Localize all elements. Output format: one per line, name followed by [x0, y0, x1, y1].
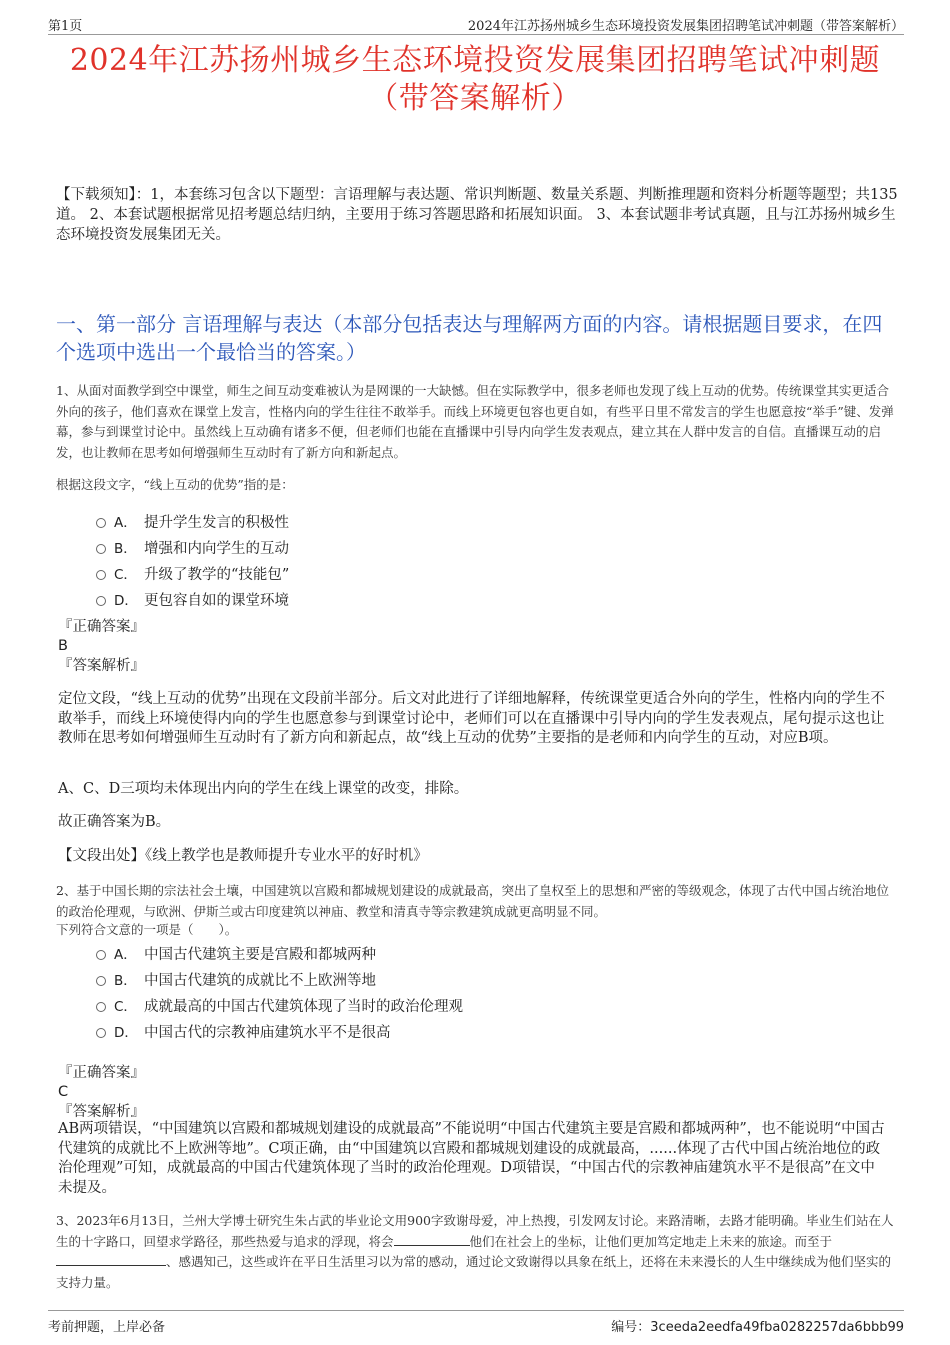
document-title — [40, 42, 910, 118]
title-line-1: 2024年江苏扬州城乡生态环境投资发展集团招聘笔试冲刺题 — [69, 43, 881, 78]
option-text: 更包容自如的课堂环境 — [144, 592, 289, 609]
q1-analysis-label: 『答案解析』 — [58, 658, 145, 674]
q3-text-part-1: 3、2023年6月13日，兰州大学博士研究生朱占武的毕业论文用900字致谢母爱，冲上热搜，引发网友讨论。来路清晰，去路才能明确。毕业生们站在人生的十字路口，回望求学路径，那些热爱与追求的浮现，将会 — [56, 1213, 894, 1249]
option-letter: A． — [114, 947, 137, 963]
option-letter: D． — [114, 1025, 138, 1041]
q3-blank-1[interactable] — [394, 1233, 470, 1246]
q2-option-a[interactable] — [96, 940, 796, 966]
option-text: 中国古代建筑的成就比不上欧洲等地 — [144, 972, 376, 989]
q1-answer: B — [58, 638, 68, 654]
q2-correct-label: 『正确答案』 — [58, 1065, 145, 1081]
q1-prompt: 根据这段文字，“线上互动的优势”指的是： — [56, 477, 294, 492]
q3-text-part-2: 他们在社会上的坐标，让他们更加笃定地走上未来的旅途。而至于 — [469, 1233, 833, 1249]
q2-options — [96, 940, 796, 1044]
option-text: 成就最高的中国古代建筑体现了当时的政治伦理观 — [144, 998, 463, 1015]
q1-correct-label: 『正确答案』 — [58, 619, 145, 635]
option-letter: B． — [114, 973, 137, 989]
q1-option-c[interactable] — [96, 560, 796, 586]
radio-icon[interactable] — [96, 570, 106, 580]
footer-code-label: 编号： — [611, 1320, 651, 1335]
page-number: 第1页 — [48, 19, 83, 34]
q2-analysis-label: 『答案解析』 — [58, 1104, 145, 1120]
radio-icon[interactable] — [96, 950, 106, 960]
title-line-2: （带答案解析） — [368, 81, 582, 116]
q1-analysis-1: 定位文段，“线上互动的优势”出现在文段前半部分。后文对此进行了详细地解释，传统课堂更适合外向的学生，性格内向的学生不敢举手，而线上环境使得内向的学生也愿意参与到课堂讨论中，老师们可以在直播课中引导内向的学生发表观点，尾句提示这也让教师在思考如何增强师生互动时有了新方向和新起点，故“线上互动的优势”主要指的是老师和内向学生的互动，对应B项。 — [58, 691, 885, 746]
q1-options — [96, 508, 796, 612]
q2-analysis: AB两项错误，“中国建筑以宫殿和都城规划建设的成就最高”不能说明“中国古代建筑主要是宫殿和都城两种”，也不能说明“中国古代建筑的成就比不上欧洲等地”。C项正确，由“中国建筑以宫殿和都城规划建设的成就最高，......体现了古代中国占统治地位的政治伦理观”可知，成就最高的中国古代建筑体现了当时的政治伦理观。D项错误，“中国古代的宗教神庙建筑水平不是很高”在文中未提及。 — [58, 1121, 885, 1196]
q1-option-a[interactable] — [96, 508, 796, 534]
q2-option-d[interactable] — [96, 1018, 796, 1044]
q1-analysis-3: 故正确答案为B。 — [58, 814, 171, 830]
page-footer — [48, 1310, 904, 1333]
page-header — [48, 12, 904, 35]
q1-source: 【文段出处】《线上教学也是教师提升专业水平的好时机》 — [58, 848, 428, 864]
q2-prompt: 下列符合文意的一项是（ ）。 — [56, 922, 238, 937]
q1-analysis-2: A、C、D三项均未体现出内向的学生在线上课堂的改变，排除。 — [58, 781, 469, 797]
section-heading: 一、第一部分 言语理解与表达（本部分包括表达与理解两方面的内容。请根据题目要求，在四个选项中选出一个最恰当的答案。） — [56, 312, 883, 364]
option-text: 增强和内向学生的互动 — [144, 540, 289, 557]
option-text: 升级了教学的“技能包” — [144, 566, 290, 583]
radio-icon[interactable] — [96, 596, 106, 606]
option-text: 提升学生发言的积极性 — [144, 514, 289, 531]
q1-option-d[interactable] — [96, 586, 796, 612]
q2-option-c[interactable] — [96, 992, 796, 1018]
footer-slogan: 考前押题，上岸必备 — [48, 1320, 166, 1335]
header-doc-title: 2024年江苏扬州城乡生态环境投资发展集团招聘笔试冲刺题（带答案解析） — [467, 19, 904, 34]
radio-icon[interactable] — [96, 1028, 106, 1038]
option-letter: B． — [114, 541, 137, 557]
q1-passage: 1、从面对面教学到空中课堂，师生之间互动变难被认为是网课的一大缺憾。但在实际教学中，很多老师也发现了线上互动的优势。传统课堂其实更适合外向的孩子，他们喜欢在课堂上发言，性格内向的学生往往不敢举手。而线上环境更包容也更自如，有些平日里不常发言的学生也愿意按“举手”键、发弹幕，参与到课堂讨论中。虽然线上互动确有诸多不便，但老师们也能在直播课中引导内向学生发表观点，建立其在人群中发言的自信。直播课互动的启发，也让教师在思考如何增强师生互动时有了新方向和新起点。 — [56, 383, 894, 460]
q3-blank-2[interactable] — [56, 1253, 166, 1266]
footer-code-value: 3ceeda2eedfa49fba0282257da6bbb99 — [650, 1320, 904, 1335]
radio-icon[interactable] — [96, 1002, 106, 1012]
option-text: 中国古代的宗教神庙建筑水平不是很高 — [144, 1024, 391, 1041]
download-notice: 【下载须知】：1，本套练习包含以下题型：言语理解与表达题、常识判断题、数量关系题、判断推理题和资料分析题等题型；共135道。 2、本套试题根据常见招考题总结归纳，主要用于练习答题思路和拓展知识面。 3、本套试题非考试真题，且与江苏扬州城乡生态环境投资发展集团无关。 — [56, 187, 898, 243]
q1-option-b[interactable] — [96, 534, 796, 560]
q2-option-b[interactable] — [96, 966, 796, 992]
option-letter: C． — [114, 567, 137, 583]
option-letter: C． — [114, 999, 137, 1015]
option-letter: A． — [114, 515, 137, 531]
q2-answer: C — [58, 1084, 69, 1100]
option-text: 中国古代建筑主要是宫殿和都城两种 — [144, 946, 376, 963]
q3-text-part-3: 、感遇知己，这些或许在平日生活里习以为常的感动，通过论文致谢得以具象在纸上，还将在未来漫长的人生中继续成为他们坚实的支持力量。 — [56, 1254, 892, 1290]
q2-passage: 2、基于中国长期的宗法社会土壤，中国建筑以宫殿和都城规划建设的成就最高，突出了皇权至上的思想和严密的等级观念，体现了古代中国占统治地位的政治伦理观，与欧洲、伊斯兰或古印度建筑以神庙、教堂和清真寺等宗教建筑成就更高明显不同。 — [56, 883, 889, 919]
footer-code — [611, 1316, 904, 1335]
option-letter: D． — [114, 593, 138, 609]
q3-passage — [56, 1211, 901, 1293]
radio-icon[interactable] — [96, 518, 106, 528]
radio-icon[interactable] — [96, 544, 106, 554]
radio-icon[interactable] — [96, 976, 106, 986]
